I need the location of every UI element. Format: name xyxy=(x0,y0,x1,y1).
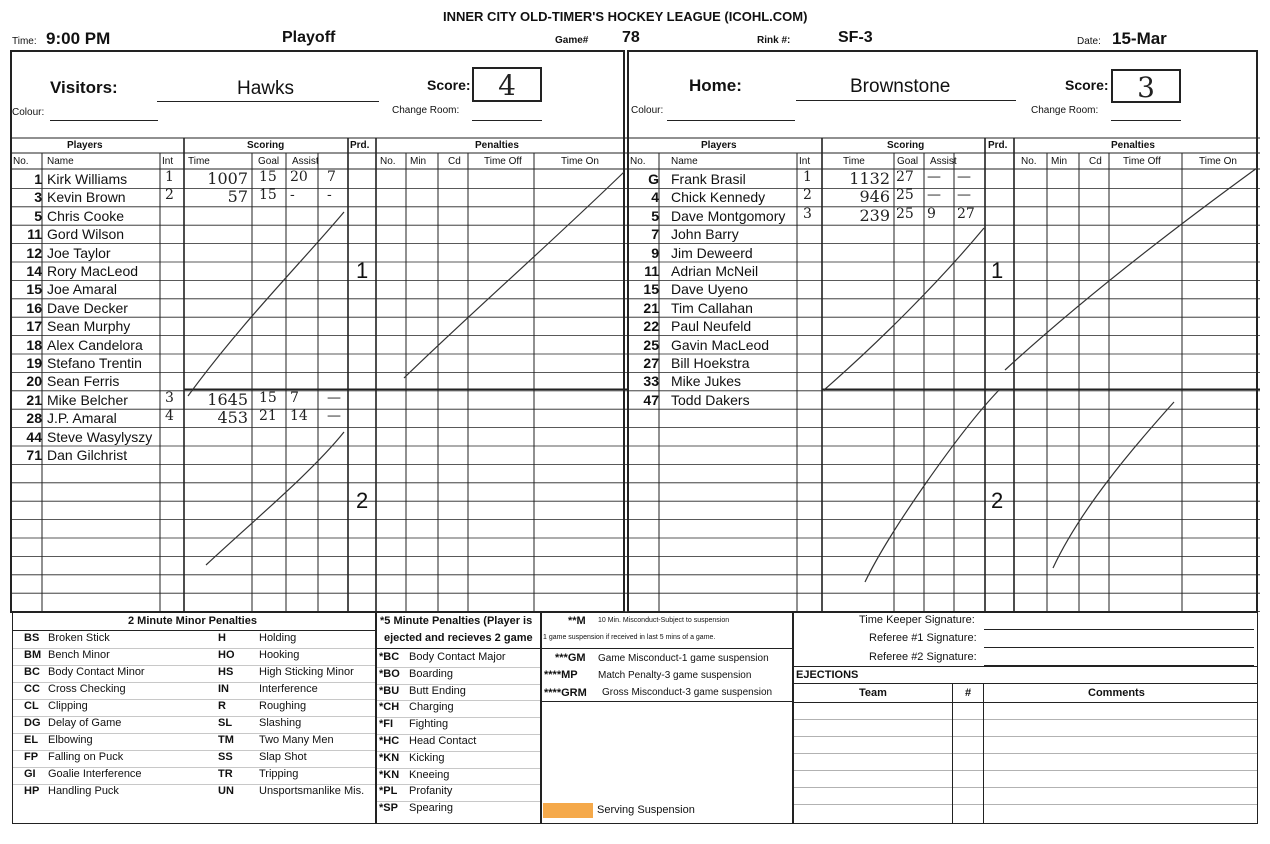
home-player-number: 7 xyxy=(651,226,659,243)
minor-code: R xyxy=(218,700,226,712)
home-col-cd: Cd xyxy=(1089,156,1102,167)
home-goal-scorer: 25 xyxy=(896,187,914,204)
m-note: 1 game suspension if received in last 5 mins of a game. xyxy=(543,634,716,641)
visitors-goal-assist2: 7 xyxy=(327,169,336,185)
minor-code: BC xyxy=(24,666,40,678)
ejections-team-header: Team xyxy=(859,687,887,699)
visitors-player-name: Kirk Williams xyxy=(47,171,128,187)
visitors-player-name: Joe Taylor xyxy=(47,244,111,261)
major-desc: Boarding xyxy=(409,667,454,680)
visitors-period-2: 2 xyxy=(356,488,369,513)
visitors-goal-int: 3 xyxy=(165,389,174,406)
visitors-col-goal: Goal xyxy=(258,156,280,167)
gm-code: ***GM xyxy=(555,652,586,664)
date-label: Date: xyxy=(1077,36,1101,47)
home-player-number: 5 xyxy=(651,207,659,224)
visitors-score-label: Score: xyxy=(427,77,471,93)
minor-desc: Hooking xyxy=(259,649,300,661)
visitors-player-number: 14 xyxy=(26,263,42,279)
serving-swatch xyxy=(543,803,593,818)
visitors-player-number: 28 xyxy=(26,410,42,427)
signatures-ejections xyxy=(793,612,1258,824)
home-player-name: Adrian McNeil xyxy=(671,263,759,279)
home-room-label: Change Room: xyxy=(1031,105,1099,116)
home-goal-assist1: — xyxy=(927,187,941,204)
mp-code: ****MP xyxy=(544,669,578,681)
minor-desc: Elbowing xyxy=(48,734,93,746)
minor-desc: Clipping xyxy=(48,700,88,712)
major-desc: Butt Ending xyxy=(409,684,466,697)
home-player-number: G xyxy=(648,171,659,187)
visitors-col-no: No. xyxy=(380,156,396,167)
visitors-goal-time: 1645 xyxy=(207,389,248,409)
home-player-name: Chick Kennedy xyxy=(671,189,766,206)
referee1-signature-line[interactable] xyxy=(984,647,1254,648)
referee2-label: Referee #2 Signature: xyxy=(869,651,977,663)
mp-text: Match Penalty-3 game suspension xyxy=(598,670,752,681)
visitors-period-1: 1 xyxy=(356,258,369,283)
visitors-goal-assist1: 7 xyxy=(290,389,299,406)
gm-text: Game Misconduct-1 game suspension xyxy=(598,653,769,664)
ejections-title: EJECTIONS xyxy=(796,669,859,681)
visitors-goal-time: 453 xyxy=(217,408,248,428)
home-col-time_on: Time On xyxy=(1199,156,1237,167)
game-type: Playoff xyxy=(282,29,336,46)
visitors-strike-line xyxy=(206,432,344,565)
visitors-player-number: 21 xyxy=(26,391,42,408)
visitors-player-number: 11 xyxy=(27,226,42,243)
home-player-name: John Barry xyxy=(671,226,739,243)
visitors-goal-assist1: 14 xyxy=(290,408,308,425)
majors-title-1: *5 Minute Penalties (Player is xyxy=(380,615,533,627)
time-label: Time: xyxy=(12,36,37,47)
home-score: 3 xyxy=(1137,71,1155,104)
home-player-name: Dave Uyeno xyxy=(671,281,749,298)
home-player-name: Paul Neufeld xyxy=(671,318,752,335)
visitors-strike-line xyxy=(404,172,624,378)
minor-desc: Bench Minor xyxy=(48,649,110,661)
minor-code: SL xyxy=(218,717,233,729)
home-col-prd: Prd. xyxy=(988,140,1008,151)
home-goal-scorer: 25 xyxy=(896,205,914,222)
minor-code: HO xyxy=(218,649,235,661)
major-code: *KN xyxy=(379,768,400,781)
home-col-no: No. xyxy=(630,156,646,167)
major-desc: Kneeing xyxy=(409,768,450,781)
timekeeper-signature-line[interactable] xyxy=(984,629,1254,630)
home-col-assist: Assist xyxy=(930,156,957,167)
major-desc: Body Contact Major xyxy=(409,651,506,663)
home-goal-int: 2 xyxy=(803,187,812,204)
home-player-number: 9 xyxy=(651,244,659,261)
visitors-player-name: Steve Wasylyszy xyxy=(47,428,153,445)
visitors-col-int: Int xyxy=(162,156,174,167)
game-date: 15-Mar xyxy=(1112,29,1167,48)
home-col-min: Min xyxy=(1051,156,1068,167)
visitors-player-number: 12 xyxy=(26,244,42,261)
minor-desc: Tripping xyxy=(259,768,299,780)
game-label: Game# xyxy=(555,35,589,46)
minor-code: HS xyxy=(218,666,234,678)
home-player-number: 22 xyxy=(643,318,659,335)
minor-code: FP xyxy=(24,751,39,763)
home-goal-int: 3 xyxy=(803,205,812,222)
visitors-goal-int: 2 xyxy=(165,187,174,204)
minor-code: H xyxy=(218,632,226,644)
major-code: *CH xyxy=(379,701,400,714)
home-strike-line xyxy=(824,228,984,390)
minor-desc: Body Contact Minor xyxy=(48,666,145,678)
major-code: *BU xyxy=(379,684,400,697)
visitors-player-name: Stefano Trentin xyxy=(47,355,142,371)
home-label: Home: xyxy=(689,76,742,95)
visitors-player-number: 3 xyxy=(34,189,42,206)
visitors-player-number: 20 xyxy=(26,373,42,390)
minor-desc: Goalie Interference xyxy=(48,768,142,780)
visitors-goal-int: 1 xyxy=(165,169,174,185)
major-desc: Spearing xyxy=(409,802,454,815)
major-code: *SP xyxy=(379,802,398,815)
visitors-col-prd: Prd. xyxy=(350,140,370,151)
visitors-player-number: 18 xyxy=(26,336,42,353)
minor-desc: Falling on Puck xyxy=(48,751,124,763)
m-text: 10 Min. Misconduct-Subject to suspension xyxy=(598,617,730,624)
visitors-goal-scorer: 21 xyxy=(259,408,277,425)
visitors-goal-assist1: - xyxy=(290,187,295,204)
major-code: *BO xyxy=(379,667,400,680)
visitors-player-name: Dan Gilchrist xyxy=(47,447,128,463)
visitors-goal-assist2: — xyxy=(327,389,341,406)
visitors-goal-scorer: 15 xyxy=(259,187,277,204)
home-player-name: Tim Callahan xyxy=(671,299,753,316)
visitors-col-time: Time xyxy=(188,156,210,167)
home-strike-line xyxy=(1005,168,1257,370)
home-player-number: 47 xyxy=(643,391,659,408)
minor-code: UN xyxy=(218,785,234,797)
visitors-player-number: 16 xyxy=(26,299,42,316)
home-sheet xyxy=(627,50,1258,613)
visitors-col-min: Min xyxy=(410,156,427,167)
visitors-col-scoring: Scoring xyxy=(247,140,285,151)
visitors-player-number: 17 xyxy=(26,318,42,335)
home-period-2: 2 xyxy=(991,488,1004,513)
visitors-player-name: Sean Murphy xyxy=(47,318,131,335)
home-goal-assist2: 27 xyxy=(957,205,975,222)
visitors-goal-assist2: - xyxy=(327,187,332,204)
ejections-comments-header: Comments xyxy=(1088,687,1145,699)
major-code: *BC xyxy=(379,651,400,663)
ejections-number-header: # xyxy=(965,687,972,699)
minor-code: TR xyxy=(218,768,233,780)
major-desc: Fighting xyxy=(409,718,449,731)
visitors-col-assist: Assist xyxy=(292,156,319,167)
visitors-goal-scorer: 15 xyxy=(259,389,277,406)
home-period-1: 1 xyxy=(991,258,1004,283)
minor-desc: Cross Checking xyxy=(48,683,126,695)
visitors-score: 4 xyxy=(498,69,516,102)
minor-code: GI xyxy=(24,768,36,780)
home-goal-time: 946 xyxy=(859,187,890,207)
majors-title-2: ejected and recieves 2 game xyxy=(384,632,533,644)
minor-code: HP xyxy=(24,785,40,797)
major-code: *KN xyxy=(379,751,400,764)
visitors-player-name: Chris Cooke xyxy=(47,207,125,224)
home-goal-assist2: — xyxy=(957,187,971,204)
minor-code: BM xyxy=(24,649,42,661)
home-score-label: Score: xyxy=(1065,77,1109,93)
minor-desc: High Sticking Minor xyxy=(259,666,354,678)
home-col-no: No. xyxy=(1021,156,1037,167)
grm-code: ****GRM xyxy=(544,687,587,699)
major-desc: Profanity xyxy=(409,785,453,798)
minor-code: DG xyxy=(24,717,41,729)
visitors-player-number: 19 xyxy=(26,355,42,371)
home-player-number: 25 xyxy=(643,336,659,353)
minor-desc: Handling Puck xyxy=(48,785,119,797)
visitors-player-name: Kevin Brown xyxy=(47,189,126,206)
minor-desc: Roughing xyxy=(259,700,307,712)
visitors-player-number: 5 xyxy=(34,207,42,224)
home-goal-assist1: 9 xyxy=(927,205,936,222)
minor-code: CL xyxy=(24,700,39,712)
visitors-col-players: Players xyxy=(67,140,103,151)
visitors-goal-time: 1007 xyxy=(207,169,248,188)
visitors-goal-time: 57 xyxy=(227,187,248,207)
home-team-name: Brownstone xyxy=(850,76,951,97)
home-col-scoring: Scoring xyxy=(887,140,925,151)
visitors-player-name: Rory MacLeod xyxy=(47,263,139,279)
home-player-number: 11 xyxy=(644,263,659,279)
home-player-number: 15 xyxy=(643,281,659,298)
home-player-number: 33 xyxy=(643,373,659,390)
serving-suspension-label: Serving Suspension xyxy=(597,804,695,816)
visitors-goal-int: 4 xyxy=(165,408,174,425)
visitors-player-name: Sean Ferris xyxy=(47,373,120,390)
minor-desc: Holding xyxy=(259,632,297,644)
visitors-room-label: Change Room: xyxy=(392,105,460,116)
visitors-player-name: Alex Candelora xyxy=(47,336,143,353)
home-goal-time: 239 xyxy=(859,205,890,225)
game-number: 78 xyxy=(622,29,640,46)
minor-code: BS xyxy=(24,632,40,644)
minor-desc: Delay of Game xyxy=(48,717,122,729)
home-col-players: Players xyxy=(701,140,737,151)
home-player-name: Todd Dakers xyxy=(671,391,750,408)
home-col-int: Int xyxy=(799,156,811,167)
visitors-col-name: Name xyxy=(47,156,74,167)
home-strike-line xyxy=(865,390,999,582)
home-strike-line xyxy=(1053,402,1174,568)
grm-text: Gross Misconduct-3 game suspension xyxy=(602,687,773,698)
visitors-player-name: Dave Decker xyxy=(47,299,128,316)
referee1-label: Referee #1 Signature: xyxy=(869,632,977,644)
home-col-penalties: Penalties xyxy=(1111,140,1155,151)
visitors-player-name: Gord Wilson xyxy=(47,226,125,243)
visitors-goal-scorer: 15 xyxy=(259,169,277,185)
timekeeper-label: Time Keeper Signature: xyxy=(859,614,975,626)
visitors-team-name: Hawks xyxy=(237,78,295,99)
home-player-number: 21 xyxy=(643,299,659,316)
visitors-player-number: 15 xyxy=(26,281,42,298)
major-penalties-legend xyxy=(376,612,541,824)
visitors-goal-assist2: — xyxy=(327,408,341,425)
home-player-name: Gavin MacLeod xyxy=(671,336,770,353)
rink-label: Rink #: xyxy=(757,35,791,46)
visitors-player-name: Mike Belcher xyxy=(47,391,128,408)
game-time: 9:00 PM xyxy=(46,29,111,48)
minor-code: CC xyxy=(24,683,40,695)
home-goal-int: 1 xyxy=(803,169,812,185)
visitors-player-number: 1 xyxy=(34,171,42,187)
minor-code: SS xyxy=(218,751,233,763)
home-col-name: Name xyxy=(671,156,698,167)
home-goal-time: 1132 xyxy=(849,169,890,188)
home-col-time: Time xyxy=(843,156,865,167)
home-colour-label: Colour: xyxy=(631,105,664,116)
home-player-name: Jim Deweerd xyxy=(671,244,753,261)
visitors-player-name: Joe Amaral xyxy=(47,281,118,298)
minor-desc: Two Many Men xyxy=(259,734,334,746)
minor-code: TM xyxy=(218,734,234,746)
home-player-name: Bill Hoekstra xyxy=(671,355,750,371)
visitors-col-cd: Cd xyxy=(448,156,461,167)
major-desc: Head Contact xyxy=(409,735,477,747)
major-desc: Charging xyxy=(409,701,454,714)
home-player-name: Frank Brasil xyxy=(671,171,746,187)
visitors-col-time_off: Time Off xyxy=(484,156,522,167)
minor-desc: Slashing xyxy=(259,717,302,729)
visitors-colour-label: Colour: xyxy=(12,107,45,118)
misconduct-legend xyxy=(541,612,793,824)
home-col-time_off: Time Off xyxy=(1123,156,1161,167)
league-title: INNER CITY OLD-TIMER'S HOCKEY LEAGUE (ICOHL.COM) xyxy=(443,9,808,24)
home-player-name: Dave Montgomory xyxy=(671,207,786,224)
major-desc: Kicking xyxy=(409,751,445,764)
home-player-number: 27 xyxy=(643,355,659,371)
visitors-player-number: 71 xyxy=(26,447,42,463)
visitors-col-penalties: Penalties xyxy=(475,140,519,151)
minor-desc: Broken Stick xyxy=(48,632,110,644)
minors-title: 2 Minute Minor Penalties xyxy=(128,615,257,627)
minor-desc: Interference xyxy=(259,683,318,695)
rink-value: SF-3 xyxy=(838,29,873,46)
visitors-col-time_on: Time On xyxy=(561,156,599,167)
visitors-col-no: No. xyxy=(13,156,29,167)
home-goal-assist1: — xyxy=(927,169,941,185)
visitors-strike-line xyxy=(188,212,344,396)
home-player-number: 4 xyxy=(651,189,659,206)
home-player-name: Mike Jukes xyxy=(671,373,742,390)
major-code: *FI xyxy=(379,718,394,731)
minor-desc: Unsportsmanlike Mis. xyxy=(259,785,365,797)
minor-code: IN xyxy=(218,683,229,695)
minor-penalties-legend xyxy=(12,612,376,824)
home-goal-assist2: — xyxy=(957,169,971,185)
home-goal-scorer: 27 xyxy=(896,169,914,185)
visitors-label: Visitors: xyxy=(50,78,118,97)
visitors-player-name: J.P. Amaral xyxy=(47,410,117,427)
visitors-sheet xyxy=(10,50,625,613)
visitors-goal-assist1: 20 xyxy=(290,169,308,185)
minor-desc: Slap Shot xyxy=(259,751,307,763)
major-code: *HC xyxy=(379,735,400,747)
home-col-goal: Goal xyxy=(897,156,919,167)
visitors-player-number: 44 xyxy=(26,428,42,445)
minor-code: EL xyxy=(24,734,39,746)
m-code: **M xyxy=(568,615,586,627)
major-code: *PL xyxy=(379,785,398,798)
